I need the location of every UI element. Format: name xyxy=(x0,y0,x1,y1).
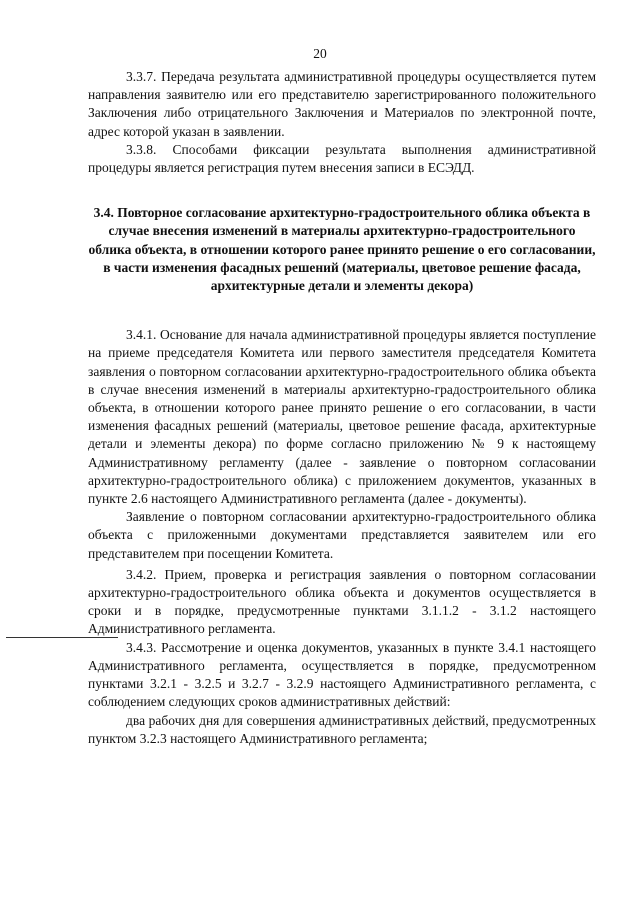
paragraph-3-3-7: 3.3.7. Передача результата административной процедуры осуществляется путем направления заявителю или его представителю зарегистрированного положительного Заключения либо отрицательного Заключения и Материалов по электронной почте, адрес которой указан в заявлении. xyxy=(88,69,596,139)
page-number: 20 xyxy=(313,46,327,61)
paragraph-3-4-1: 3.4.1. Основание для начала административной процедуры является поступление на приеме председателя Комитета или первого заместителя председателя Комитета заявления о повторном согласовании архитектурно-градостроительного облика объекта в случае внесения изменений в материалы архитектурно-градостроительного облика объекта, в отношении которого ранее принято решение о его согласовании, в части изменения фасадных решений (материалы, цветовое решение фасада, архитектурные детали и элементы декора) по форме согласно приложению № 9 к настоящему Административному регламенту (далее - заявление о повторном согласовании архитектурно-градостроительного облика) с приложением документов, указанных в пункте 2.6 настоящего Административного регламента (далее - документы). xyxy=(88,327,596,507)
paragraph-3-4-2: 3.4.2. Прием, проверка и регистрация заявления о повторном согласовании архитектурно-градостроительного облика объекта и документов осуществляется в сроки и в порядке, предусмотренные пунктами 3.1.1.2 - 3.1.2 настоящего Административного регламента. xyxy=(88,566,596,637)
section-heading-3-4: 3.4. Повторное согласование архитектурно-градостроительного облика объекта в случае внесения изменений в материалы архитектурно-градостроительного облика объекта, в отношении которого ранее принято решение о его согласовании, в части изменения фасадных решений (материалы, цветовое решение фасада, архитектурные детали и элементы декора) xyxy=(88,205,596,294)
paragraph-two-working-days: два рабочих дня для совершения административных действий, предусмотренных пунктом 3.2.3 настоящего Административного регламента; xyxy=(88,712,596,746)
document-body xyxy=(88,68,596,748)
paragraph-3-4-3: 3.4.3. Рассмотрение и оценка документов, указанных в пункте 3.4.1 настоящего Административного регламента, осуществляется в порядке, предусмотренном пунктами 3.2.1 - 3.2.5 и 3.2.7 - 3.2.9 настоящего Административного регламента, с соблюдением следующих сроков административных действий: xyxy=(88,639,596,710)
paragraph-application-submission: Заявление о повторном согласовании архитектурно-градостроительного облика объекта с приложенными документами представляется заявителем или его представителем при посещении Комитета. xyxy=(88,509,596,561)
paragraph-3-3-8: 3.3.8. Способами фиксации результата выполнения административной процедуры является регистрация путем внесения записи в ЕСЭДД. xyxy=(88,141,596,176)
